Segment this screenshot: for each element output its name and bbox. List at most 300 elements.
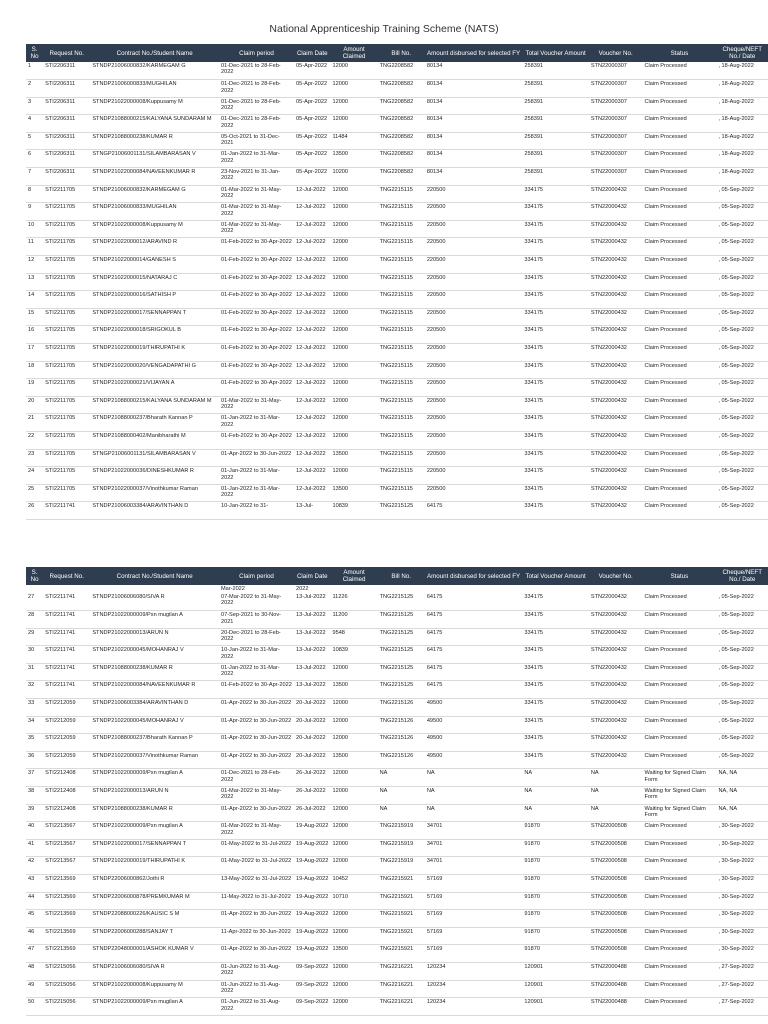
cell-request-no: STI2215056: [43, 980, 90, 998]
cell-voucher-no: STN22000488: [589, 962, 643, 980]
cell-request-no: STI2213567: [43, 822, 90, 840]
cell-status: Claim Processed: [642, 910, 716, 928]
cell-amount-disbursed: 34701: [425, 839, 523, 857]
cell-status: Claim Processed: [642, 396, 716, 414]
cell-claim-period: 01-Apr-2022 to 30-Jun-2022: [219, 751, 294, 769]
cell-request-no: STI2211705: [43, 344, 90, 362]
cell-total-voucher-amount: 334175: [522, 484, 588, 502]
table-header-row: [26, 567, 768, 585]
cell-bill-no: TNG2215126: [378, 699, 425, 717]
cell-claim-date: 05-Apr-2022: [294, 80, 330, 98]
cell-contract-student: STNDP21022000008/Kuppusamy M: [90, 97, 219, 115]
table-row: [26, 839, 768, 857]
cell-amount-disbursed: 220500: [425, 220, 523, 238]
cell-contract-student: STNDP21006000832/KARMEGAM G: [90, 185, 219, 203]
cell-request-no: STI2211705: [43, 326, 90, 344]
cell-claim-date: 13-Jul-2022: [294, 611, 330, 629]
cell-total-voucher-amount: 120901: [522, 962, 588, 980]
cell-voucher-no: STN22000432: [589, 238, 643, 256]
cell-voucher-no: STN22000432: [589, 308, 643, 326]
cell-serial-no: 5: [26, 132, 43, 150]
cell-total-voucher-amount: 120901: [522, 980, 588, 998]
cell-status: Claim Processed: [642, 646, 716, 664]
cell-amount-disbursed: 64175: [425, 681, 523, 699]
cell-serial-no: 8: [26, 185, 43, 203]
cell-voucher-no: STN22000432: [589, 379, 643, 397]
header-claim-date: Claim Date: [294, 44, 330, 62]
cell-voucher-no: STN22000432: [589, 699, 643, 717]
cell-claim-period: 01-Mar-2022 to 31-May-2022: [219, 203, 294, 221]
cell-amount-claimed: 12000: [330, 115, 377, 133]
cell-contract-student: STNDP21088000237/Bharath Kannan P: [90, 734, 219, 752]
cell-serial-no: 3: [26, 97, 43, 115]
cell-amount-disbursed: 34701: [425, 857, 523, 875]
cell-bill-no: TNG2215115: [378, 449, 425, 467]
cell-status: Waiting for Signed Claim Form: [642, 787, 716, 805]
cell-contract-student: STNGP21006001131/SILAMBARASAN V: [90, 150, 219, 168]
cell-voucher-no: NA: [589, 769, 643, 787]
cell-claim-date: 09-Sep-2022: [294, 980, 330, 998]
cell-serial-no: 1: [26, 62, 43, 80]
cell-status: Claim Processed: [642, 150, 716, 168]
cell-claim-period: 01-Feb-2022 to 30-Apr-2022: [219, 308, 294, 326]
table-row: [26, 699, 768, 717]
cell-bill-no: TNG2215115: [378, 185, 425, 203]
cell-claim-period: 01-Jun-2022 to 31-Aug-2022: [219, 980, 294, 998]
table-row: [26, 751, 768, 769]
cell-claim-date: 13-Jul-2022: [294, 628, 330, 646]
cell-bill-no: TNG2215115: [378, 326, 425, 344]
cell-cheque-neft-date: NA, NA: [716, 787, 768, 805]
cell-total-voucher-amount: [522, 585, 588, 593]
cell-amount-disbursed: [425, 585, 523, 593]
cell-total-voucher-amount: 334175: [522, 663, 588, 681]
cell-total-voucher-amount: 334175: [522, 291, 588, 309]
cell-claim-period: 01-Jan-2022 to 31-Mar-2022: [219, 663, 294, 681]
cell-cheque-neft-date: , 05-Sep-2022: [716, 628, 768, 646]
cell-bill-no: TNG2215921: [378, 892, 425, 910]
cell-total-voucher-amount: 334175: [522, 344, 588, 362]
cell-status: Claim Processed: [642, 62, 716, 80]
cell-serial-no: 18: [26, 361, 43, 379]
cell-total-voucher-amount: 334175: [522, 414, 588, 432]
table-row: [26, 593, 768, 611]
cell-claim-date: 20-Jul-2022: [294, 734, 330, 752]
cell-contract-student: STNDP21006000832/KARMEGAM G: [90, 62, 219, 80]
cell-serial-no: 43: [26, 875, 43, 893]
cell-amount-claimed: 12000: [330, 379, 377, 397]
cell-claim-date: 19-Aug-2022: [294, 857, 330, 875]
cell-status: Claim Processed: [642, 361, 716, 379]
header-voucher-no: Voucher No.: [589, 567, 643, 585]
cell-voucher-no: STN22000432: [589, 361, 643, 379]
cell-status: Claim Processed: [642, 273, 716, 291]
cell-voucher-no: STN22000508: [589, 857, 643, 875]
table-row: [26, 646, 768, 664]
cell-voucher-no: STN22000307: [589, 97, 643, 115]
cell-claim-period: 01-Apr-2022 to 30-Jun-2022: [219, 910, 294, 928]
cell-claim-period: 01-Feb-2022 to 30-Apr-2022: [219, 326, 294, 344]
cell-claim-date: 19-Aug-2022: [294, 945, 330, 963]
cell-voucher-no: STN22000307: [589, 168, 643, 186]
cell-claim-period: 01-Dec-2021 to 28-Feb-2022: [219, 769, 294, 787]
cell-bill-no: TNG2208582: [378, 62, 425, 80]
cell-amount-disbursed: 57169: [425, 927, 523, 945]
cell-cheque-neft-date: , 05-Sep-2022: [716, 396, 768, 414]
cell-cheque-neft-date: , 18-Aug-2022: [716, 97, 768, 115]
cell-status: Claim Processed: [642, 681, 716, 699]
cell-bill-no: TNG2215126: [378, 751, 425, 769]
cell-amount-disbursed: 64175: [425, 628, 523, 646]
cell-serial-no: 24: [26, 467, 43, 485]
cell-cheque-neft-date: , 05-Sep-2022: [716, 467, 768, 485]
cell-amount-claimed: 12000: [330, 998, 377, 1016]
cell-contract-student: STNDP21088000237/Bharath Kannan P: [90, 414, 219, 432]
cell-status: Claim Processed: [642, 168, 716, 186]
cell-serial-no: 2: [26, 80, 43, 98]
cell-contract-student: STNDP21022000009/Psn mugilan A: [90, 822, 219, 840]
cell-serial-no: 27: [26, 593, 43, 611]
cell-claim-date: 12-Jul-2022: [294, 238, 330, 256]
cell-amount-claimed: 12000: [330, 273, 377, 291]
cell-total-voucher-amount: 91870: [522, 945, 588, 963]
cell-total-voucher-amount: 334175: [522, 308, 588, 326]
cell-claim-period: Mar-2022: [220, 586, 245, 592]
header-bill-no: Bill No.: [378, 567, 425, 585]
cell-contract-student: [90, 585, 219, 593]
cell-status: Claim Processed: [642, 414, 716, 432]
header-total-voucher-amount: Total Voucher Amount: [522, 567, 588, 585]
cell-bill-no: TNG2215115: [378, 484, 425, 502]
cell-serial-no: 21: [26, 414, 43, 432]
cell-voucher-no: STN22000508: [589, 839, 643, 857]
cell-contract-student: STNDP22006000862/Jothi R: [90, 875, 219, 893]
cell-status: Claim Processed: [642, 326, 716, 344]
cell-status: Claim Processed: [642, 980, 716, 998]
cell-claim-date: 19-Aug-2022: [294, 892, 330, 910]
cell-amount-claimed: 12000: [330, 238, 377, 256]
cell-cheque-neft-date: [716, 585, 768, 593]
cell-total-voucher-amount: 334175: [522, 379, 588, 397]
cell-amount-disbursed: 64175: [425, 663, 523, 681]
cell-contract-student: STNDP21022000021/VIJAYAN A: [90, 379, 219, 397]
cell-voucher-no: STN22000307: [589, 62, 643, 80]
cell-voucher-no: STN22000432: [589, 185, 643, 203]
cell-request-no: STI2211705: [43, 203, 90, 221]
cell-contract-student: STNDP21022000009/Psn mugilan A: [90, 611, 219, 629]
cell-voucher-no: STN22000432: [589, 716, 643, 734]
cell-amount-claimed: 12000: [330, 203, 377, 221]
cell-status: Claim Processed: [642, 699, 716, 717]
cell-claim-period: 01-Feb-2022 to 30-Apr-2022: [219, 291, 294, 309]
cell-amount-disbursed: 220500: [425, 431, 523, 449]
cell-bill-no: TNG2216221: [378, 962, 425, 980]
cell-claim-date: 19-Aug-2022: [294, 927, 330, 945]
cell-cheque-neft-date: , 27-Sep-2022: [716, 980, 768, 998]
cell-status: Claim Processed: [642, 379, 716, 397]
cell-request-no: STI2213569: [43, 875, 90, 893]
cell-claim-date: 05-Apr-2022: [294, 97, 330, 115]
cell-amount-disbursed: 220500: [425, 449, 523, 467]
cell-request-no: STI2211705: [43, 185, 90, 203]
cell-amount-claimed: 10200: [330, 168, 377, 186]
cell-total-voucher-amount: 334175: [522, 361, 588, 379]
cell-contract-student: STNDP21006006080/SIVA R: [90, 962, 219, 980]
cell-total-voucher-amount: NA: [522, 787, 588, 805]
cell-amount-claimed: 10839: [330, 646, 377, 664]
cell-bill-no: TNG2215115: [378, 361, 425, 379]
header-claim-date: Claim Date: [294, 567, 330, 585]
cell-amount-claimed: 12000: [330, 822, 377, 840]
cell-serial-no: 29: [26, 628, 43, 646]
cell-amount-disbursed: 34701: [425, 822, 523, 840]
table-row: [26, 628, 768, 646]
cell-status: Claim Processed: [642, 256, 716, 274]
cell-amount-disbursed: 220500: [425, 467, 523, 485]
cell-status: Claim Processed: [642, 203, 716, 221]
cell-contract-student: STNDP21022000008/Kuppusamy M: [90, 220, 219, 238]
cell-amount-disbursed: 64175: [425, 646, 523, 664]
cell-amount-claimed: 12000: [330, 97, 377, 115]
cell-bill-no: TNG2215115: [378, 344, 425, 362]
cell-bill-no: TNG2215115: [378, 220, 425, 238]
table-row: [26, 150, 768, 168]
cell-amount-claimed: 13500: [330, 751, 377, 769]
cell-claim-date: 12-Jul-2022: [294, 344, 330, 362]
cell-contract-student: STNDP21088000215/KALYANA SUNDARAM M: [90, 396, 219, 414]
header-status: Status: [642, 567, 716, 585]
cell-voucher-no: STN22000432: [589, 734, 643, 752]
cell-serial-no: 6: [26, 150, 43, 168]
cell-amount-claimed: 12000: [330, 804, 377, 822]
cell-voucher-no: STN22000432: [589, 663, 643, 681]
cell-bill-no: TNG2215921: [378, 927, 425, 945]
cell-status: Claim Processed: [642, 467, 716, 485]
cell-status: Claim Processed: [642, 998, 716, 1016]
cell-amount-claimed: 12000: [330, 962, 377, 980]
cell-claim-date: 12-Jul-2022: [294, 203, 330, 221]
cell-amount-disbursed: 57169: [425, 875, 523, 893]
cell-request-no: STI2211705: [43, 238, 90, 256]
cell-amount-claimed: 12000: [330, 699, 377, 717]
cell-cheque-neft-date: , 05-Sep-2022: [716, 646, 768, 664]
cell-amount-disbursed: 49500: [425, 716, 523, 734]
cell-total-voucher-amount: 334175: [522, 699, 588, 717]
cell-claim-date: 20-Jul-2022: [294, 751, 330, 769]
table-row: [26, 379, 768, 397]
cell-request-no: STI2211705: [43, 467, 90, 485]
cell-claim-period: 23-Nov-2021 to 31-Jan-2022: [219, 168, 294, 186]
cell-serial-no: 47: [26, 945, 43, 963]
cell-total-voucher-amount: 334175: [522, 716, 588, 734]
table-row: [26, 663, 768, 681]
cell-request-no: STI2211741: [43, 663, 90, 681]
cell-serial-no: [26, 585, 43, 593]
cell-serial-no: 23: [26, 449, 43, 467]
cell-bill-no: TNG2215115: [378, 431, 425, 449]
table-row: [26, 414, 768, 432]
cell-claim-date: 12-Jul-2022: [294, 220, 330, 238]
cell-request-no: STI2211741: [43, 593, 90, 611]
table-row: [26, 326, 768, 344]
cell-claim-period: 01-Mar-2022 to 31-May-2022: [219, 220, 294, 238]
cell-claim-date: 12-Jul-2022: [294, 361, 330, 379]
header-status: Status: [642, 44, 716, 62]
cell-bill-no: NA: [378, 787, 425, 805]
table-row: [26, 681, 768, 699]
table-row: [26, 467, 768, 485]
table-row: [26, 875, 768, 893]
header-request-no: Request No.: [43, 567, 90, 585]
cell-contract-student: STNDP21022000017/SENNAPPAN T: [90, 308, 219, 326]
cell-cheque-neft-date: , 05-Sep-2022: [716, 502, 768, 520]
cell-serial-no: 35: [26, 734, 43, 752]
cell-amount-disbursed: 220500: [425, 414, 523, 432]
cell-amount-claimed: 13500: [330, 150, 377, 168]
cell-bill-no: TNG2215115: [378, 396, 425, 414]
cell-amount-disbursed: 64175: [425, 502, 523, 520]
cell-amount-claimed: 11484: [330, 132, 377, 150]
cell-total-voucher-amount: 334175: [522, 611, 588, 629]
cell-claim-date: 26-Jul-2022: [294, 787, 330, 805]
cell-status: Claim Processed: [642, 484, 716, 502]
cell-bill-no: TNG2215115: [378, 414, 425, 432]
cell-voucher-no: [589, 585, 643, 593]
cell-request-no: STI2206311: [43, 62, 90, 80]
header-claim-period: Claim period: [219, 567, 294, 585]
cell-cheque-neft-date: NA, NA: [716, 769, 768, 787]
cell-amount-claimed: 12000: [330, 857, 377, 875]
cell-status: Waiting for Signed Claim Form: [642, 769, 716, 787]
table-row: [26, 97, 768, 115]
cell-total-voucher-amount: 258391: [522, 168, 588, 186]
cell-voucher-no: STN22000432: [589, 681, 643, 699]
cell-claim-date: 12-Jul-2022: [294, 326, 330, 344]
table-row: [26, 62, 768, 80]
cell-voucher-no: STN22000508: [589, 875, 643, 893]
cell-amount-disbursed: 57169: [425, 945, 523, 963]
cell-bill-no: TNG2215125: [378, 663, 425, 681]
cell-total-voucher-amount: 91870: [522, 822, 588, 840]
cell-request-no: STI2211705: [43, 308, 90, 326]
cell-status: Claim Processed: [642, 431, 716, 449]
cell-voucher-no: STN22000432: [589, 646, 643, 664]
cell-serial-no: 22: [26, 431, 43, 449]
cell-claim-period: 01-Mar-2022 to 31-May-2022: [219, 787, 294, 805]
header-request-no: Request No.: [43, 44, 90, 62]
cell-request-no: STI2211705: [43, 396, 90, 414]
table-row: [26, 804, 768, 822]
cell-request-no: STI2212408: [43, 787, 90, 805]
cell-total-voucher-amount: 91870: [522, 857, 588, 875]
header-amount-disbursed: Amount disbursed for selected FY: [425, 567, 523, 585]
cell-amount-disbursed: 120234: [425, 998, 523, 1016]
cell-cheque-neft-date: , 05-Sep-2022: [716, 681, 768, 699]
cell-bill-no: TNG2215921: [378, 875, 425, 893]
table-row-continuation: [26, 585, 768, 593]
cell-request-no: STI2206311: [43, 168, 90, 186]
cell-request-no: STI2211741: [43, 502, 90, 520]
cell-claim-date: 12-Jul-2022: [294, 273, 330, 291]
cell-total-voucher-amount: NA: [522, 804, 588, 822]
cell-contract-student: STNDP21022000084/NAVEENKUMAR R: [90, 681, 219, 699]
cell-amount-claimed: 12000: [330, 787, 377, 805]
cell-contract-student: STNDP21022000019/THIRUPATHI K: [90, 857, 219, 875]
cell-bill-no: TNG2215115: [378, 256, 425, 274]
cell-claim-period: 01-Feb-2022 to 30-Apr-2022: [219, 256, 294, 274]
cell-request-no: STI2211705: [43, 379, 90, 397]
cell-voucher-no: STN22000432: [589, 751, 643, 769]
cell-claim-date: 12-Jul-2022: [294, 256, 330, 274]
cell-voucher-no: STN22000432: [589, 593, 643, 611]
cell-cheque-neft-date: , 30-Sep-2022: [716, 945, 768, 963]
cell-voucher-no: STN22000307: [589, 132, 643, 150]
table-row: [26, 431, 768, 449]
cell-voucher-no: STN22000432: [589, 291, 643, 309]
cell-amount-claimed: 11226: [330, 593, 377, 611]
cell-amount-claimed: 12000: [330, 980, 377, 998]
cell-amount-claimed: 13500: [330, 681, 377, 699]
cell-cheque-neft-date: , 05-Sep-2022: [716, 414, 768, 432]
cell-cheque-neft-date: NA, NA: [716, 804, 768, 822]
cell-voucher-no: STN22000488: [589, 980, 643, 998]
cell-amount-claimed: 12000: [330, 344, 377, 362]
cell-claim-period: 01-Dec-2021 to 28-Feb-2022: [219, 115, 294, 133]
cell-status: Claim Processed: [642, 962, 716, 980]
cell-voucher-no: STN22000432: [589, 220, 643, 238]
cell-total-voucher-amount: 258391: [522, 115, 588, 133]
cell-total-voucher-amount: 334175: [522, 593, 588, 611]
table-row: [26, 220, 768, 238]
cell-cheque-neft-date: , 05-Sep-2022: [716, 734, 768, 752]
table-row: [26, 857, 768, 875]
cell-contract-student: STNDP21022000084/NAVEENKUMAR R: [90, 168, 219, 186]
cell-amount-claimed: 12000: [330, 256, 377, 274]
cell-serial-no: 48: [26, 962, 43, 980]
cell-claim-period: 01-Dec-2021 to 28-Feb-2022: [219, 62, 294, 80]
header-contract-student: Contract No./Student Name: [90, 44, 219, 62]
cell-request-no: STI2215056: [43, 962, 90, 980]
table-row: [26, 892, 768, 910]
table-row: [26, 611, 768, 629]
cell-bill-no: TNG2215919: [378, 822, 425, 840]
cell-bill-no: TNG2208582: [378, 97, 425, 115]
cell-amount-disbursed: 80134: [425, 150, 523, 168]
table-row: [26, 344, 768, 362]
cell-claim-date: 20-Jul-2022: [294, 699, 330, 717]
cell-status: Claim Processed: [642, 502, 716, 520]
cell-amount-disbursed: 120234: [425, 980, 523, 998]
header-bill-no: Bill No.: [378, 44, 425, 62]
cell-amount-disbursed: 220500: [425, 484, 523, 502]
cell-amount-claimed: 10839: [330, 502, 377, 520]
cell-total-voucher-amount: 258391: [522, 132, 588, 150]
cell-contract-student: STNDP22088000226/KAUSIC S M: [90, 910, 219, 928]
cell-contract-student: STNDP21006000833/MUGHILAN: [90, 80, 219, 98]
cell-status: Claim Processed: [642, 734, 716, 752]
cell-claim-date: 13-Jul-2022: [294, 663, 330, 681]
cell-total-voucher-amount: 334175: [522, 326, 588, 344]
cell-total-voucher-amount: 334175: [522, 256, 588, 274]
cell-total-voucher-amount: 334175: [522, 751, 588, 769]
cell-serial-no: 13: [26, 273, 43, 291]
cell-total-voucher-amount: 334175: [522, 220, 588, 238]
cell-amount-disbursed: 220500: [425, 238, 523, 256]
cell-bill-no: TNG2208582: [378, 132, 425, 150]
cell-cheque-neft-date: , 05-Sep-2022: [716, 431, 768, 449]
cell-claim-date: 12-Jul-2022: [294, 414, 330, 432]
cell-claim-date: 09-Sep-2022: [294, 998, 330, 1016]
